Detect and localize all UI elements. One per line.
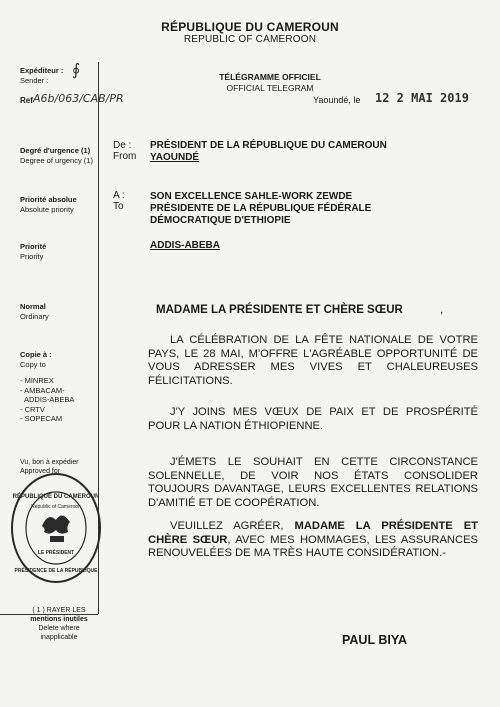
- sender-initial-mark: ∮: [72, 60, 81, 79]
- copy-item: - AMBACAM-: [20, 385, 65, 395]
- svg-text:LE PRÉSIDENT: LE PRÉSIDENT: [37, 550, 75, 556]
- copy-item: - CRTV: [20, 404, 45, 414]
- copy-item: - SOPECAM: [20, 414, 63, 423]
- paragraph-1: LA CÉLÉBRATION DE LA FÊTE NATIONALE DE VOTRE PAYS, LE 28 MAI, M'OFFRE L'AGRÉABLE OPPORTUNITÉ DE VOUS ADRESSER MES VIVES ET CHALEUREUSES FÉLICITATIONS.: [148, 334, 478, 387]
- copy-list: [20, 376, 74, 424]
- copy-item: ADDIS-ABEBA: [24, 395, 75, 404]
- from-value: PRÉSIDENT DE LA RÉPUBLIQUE DU CAMEROUN: [150, 140, 387, 151]
- sender-label: Expéditeur : Sender :: [20, 66, 64, 85]
- normal-label: Normal Ordinary: [20, 302, 49, 321]
- telegram-title-fr: TÉLÉGRAMME OFFICIEL: [219, 72, 321, 82]
- from-city: YAOUNDÉ: [150, 152, 200, 163]
- absolute-priority-label: Priorité absolue Absolute priority: [20, 195, 77, 214]
- ref-label: Ref: [20, 96, 33, 105]
- from-key: De : From: [113, 140, 137, 162]
- paragraph-2: J'Y JOINS MES VŒUX DE PAIX ET DE PROSPÉRITÉ POUR LA NATION ÉTHIOPIENNE.: [148, 406, 478, 432]
- date-stamp: 12 2 MAI 2019: [375, 91, 469, 105]
- country-title-en: REPUBLIC OF CAMEROON: [183, 34, 317, 45]
- country-title-fr: RÉPUBLIQUE DU CAMEROUN: [161, 20, 339, 34]
- paragraph-3: J'ÉMETS LE SOUHAIT EN CETTE CIRCONSTANCE SOLENNELLE, DE VOIR NOS ÉTATS CONSOLIDER TOUJOURS DAVANTAGE, LEURS EXCELLENTES RELATIONS D'AMITIÉ ET DE COOPÉRATION.: [148, 456, 478, 509]
- to-line-2: PRÉSIDENTE DE LA RÉPUBLIQUE FÉDÉRALE: [150, 203, 372, 214]
- to-city: ADDIS-ABEBA: [150, 240, 220, 251]
- date-place: Yaoundé, le: [313, 95, 361, 105]
- to-line-3: DÉMOCRATIQUE D'ETHIOPIE: [150, 215, 291, 226]
- salutation-comma: ,: [440, 304, 444, 316]
- salutation: MADAME LA PRÉSIDENTE ET CHÈRE SŒUR: [156, 304, 403, 316]
- ref-value: A6b/063/CAB/PR: [33, 92, 124, 105]
- signature-name: PAUL BIYA: [342, 633, 408, 647]
- presidential-seal-icon: [8, 468, 104, 588]
- priority-label: Priorité Priority: [20, 242, 47, 261]
- svg-text:PRÉSIDENCE DE LA RÉPUBLIQUE: PRÉSIDENCE DE LA RÉPUBLIQUE: [14, 568, 98, 574]
- urgency-label: Degré d'urgence (1) Degree of urgency (1): [20, 146, 93, 165]
- to-line-1: SON EXCELLENCE SAHLE-WORK ZEWDE: [150, 191, 353, 202]
- copy-item: - MINREX: [20, 376, 54, 385]
- copy-label: Copie à : Copy to: [20, 350, 52, 369]
- to-key: A : To: [113, 190, 125, 212]
- approval-label: Vu, bon à expédier Approved for: [20, 459, 79, 475]
- telegram-title-en: OFFICIAL TELEGRAM: [226, 83, 314, 93]
- svg-text:Republic of Cameroon: Republic of Cameroon: [31, 504, 81, 510]
- paragraph-4: VEUILLEZ AGRÉER, MADAME LA PRÉSIDENTE ET CHÈRE SŒUR, AVEC MES HOMMAGES, LES ASSURANCES RENOUVELÉES DE MA TRÈS HAUTE CONSIDÉRATION.-: [148, 520, 478, 559]
- svg-text:RÉPUBLIQUE DU CAMEROUN: RÉPUBLIQUE DU CAMEROUN: [12, 494, 100, 500]
- footer-note: ( 1 ) RAYER LES mentions inutiles Delete where inapplicable: [30, 607, 88, 641]
